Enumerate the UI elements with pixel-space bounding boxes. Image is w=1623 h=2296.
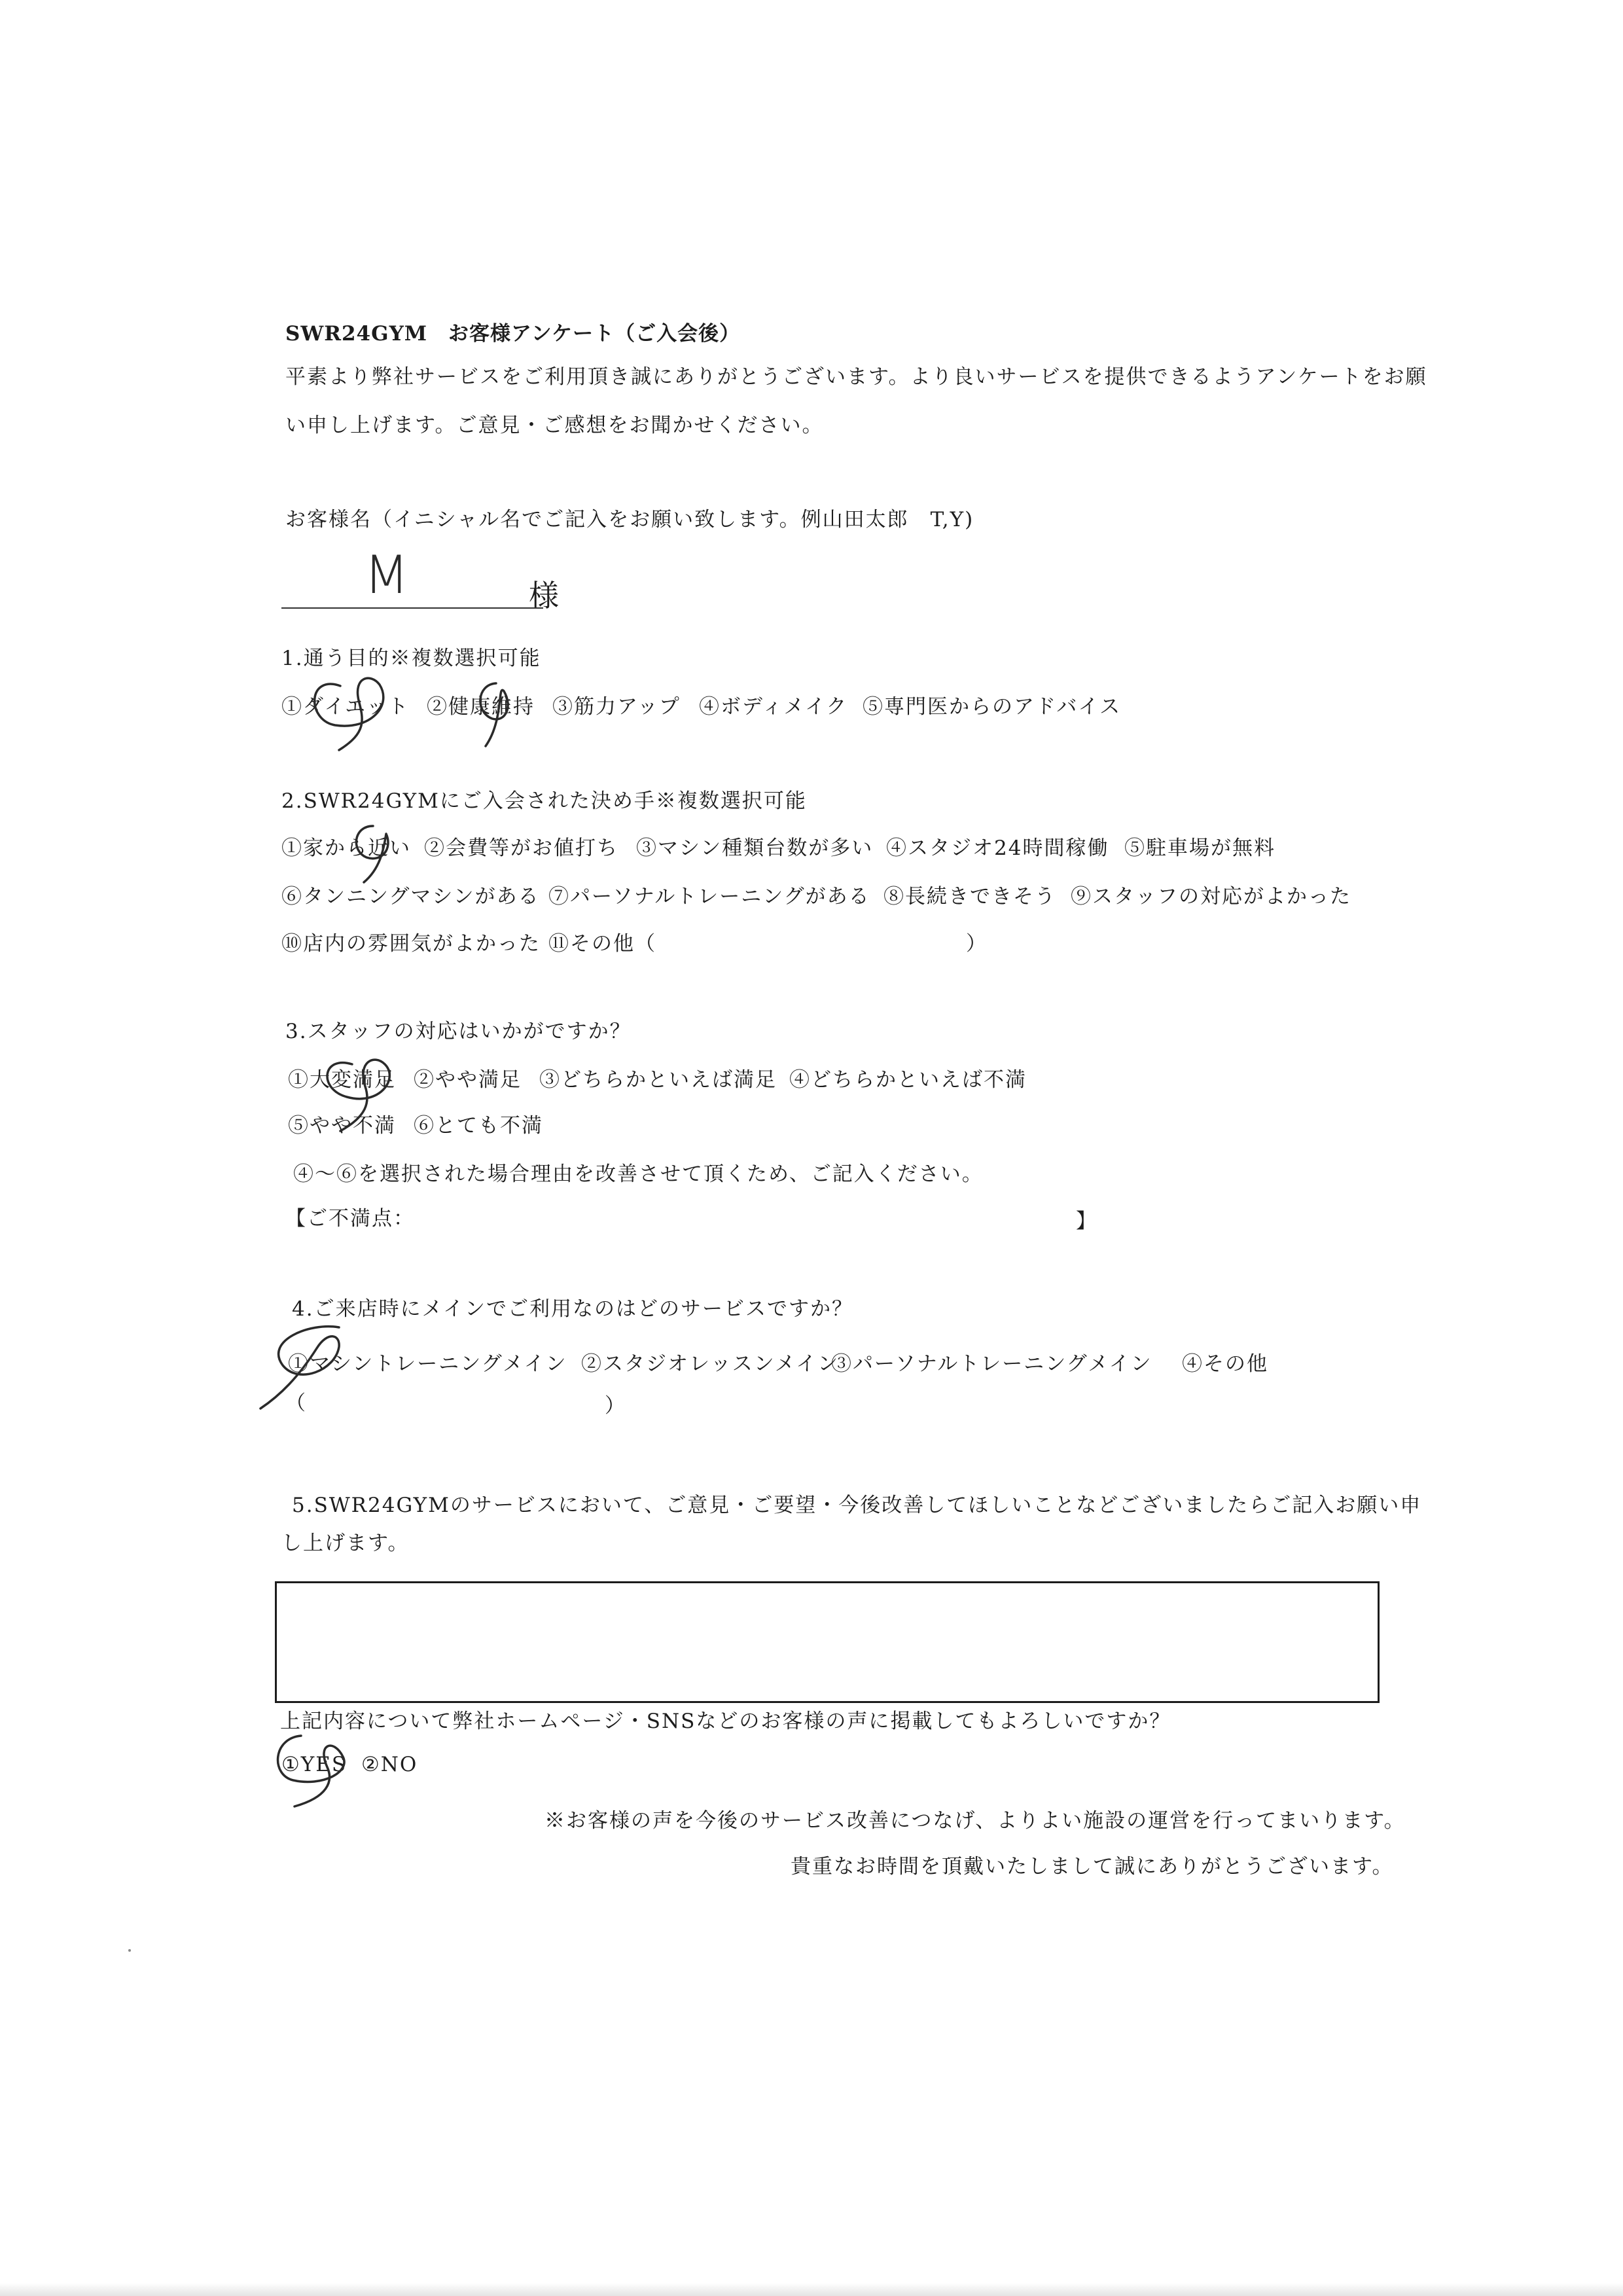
q5-title-line-1: 5.SWR24GYMのサービスにおいて、ご意見・ご要望・今後改善してほしいことなどございましたらご記入お願い申 [292, 1494, 1422, 1517]
q4-other-open-paren: （ [285, 1391, 307, 1415]
q2-option-11[interactable]: ⑪その他（ [548, 932, 656, 956]
q2-option-9[interactable]: ⑨スタッフの対応がよかった [1071, 885, 1351, 908]
customer-initial-handwritten: M [364, 545, 410, 605]
q1-option-1[interactable]: ①ダイエット [281, 695, 410, 719]
q1-title: 1.通う目的※複数選択可能 [281, 647, 541, 670]
q3-complaint-close: 】 [1076, 1210, 1097, 1233]
q2-option-2[interactable]: ②会費等がお値打ち [424, 836, 618, 860]
consent-question: 上記内容について弊社ホームページ・SNSなどのお客様の声に掲載してもよろしいですか？ [280, 1710, 1171, 1733]
consent-option-no[interactable]: ②NO [361, 1753, 418, 1776]
footer-line-2: 貴重なお時間を頂戴いたしまして誠にありがとうございます。 [791, 1855, 1394, 1878]
q3-option-3[interactable]: ③どちらかといえば満足 [539, 1068, 777, 1092]
q3-option-6[interactable]: ⑥とても不満 [414, 1114, 543, 1138]
q2-option-5[interactable]: ⑤駐車場が無料 [1124, 836, 1275, 860]
q2-option-1[interactable]: ①家から近い [281, 836, 411, 860]
q2-title: 2.SWR24GYMにご入会された決め手※複数選択可能 [281, 789, 807, 813]
q3-note: ④～⑥を選択された場合理由を改善させて頂くため、ご記入ください。 [293, 1162, 984, 1186]
q2-option-6[interactable]: ⑥タンニングマシンがある [281, 885, 540, 908]
q5-title-line-2: し上げます。 [281, 1532, 410, 1555]
q3-option-1[interactable]: ①大変満足 [288, 1068, 396, 1092]
q2-other-close-paren: ） [966, 932, 988, 956]
q2-option-10[interactable]: ⑩店内の雰囲気がよかった [281, 932, 541, 956]
q2-option-3[interactable]: ③マシン種類台数が多い [636, 836, 874, 860]
q2-option-7[interactable]: ⑦パーソナルトレーニングがある [548, 885, 870, 908]
customer-name-label: お客様名（イニシャル名でご記入をお願い致します。例山田太郎 T,Y) [285, 508, 974, 531]
q2-option-8[interactable]: ⑧長続きできそう [883, 885, 1056, 908]
intro-line-2: い申し上げます。ご意見・ご感想をお聞かせください。 [285, 414, 824, 437]
q4-option-3[interactable]: ③パーソナルトレーニングメイン [831, 1352, 1152, 1376]
q1-option-4[interactable]: ④ボディメイク [699, 695, 848, 719]
q4-option-4[interactable]: ④その他 [1182, 1352, 1268, 1376]
q3-option-5[interactable]: ⑤やや不満 [288, 1114, 396, 1138]
q4-option-1[interactable]: ①マシントレーニングメイン [288, 1352, 567, 1376]
q3-complaint-label: 【ご不満点： [285, 1207, 415, 1230]
survey-title: SWR24GYM お客様アンケート（ご入会後） [285, 322, 741, 346]
q5-comment-box[interactable] [275, 1581, 1380, 1703]
q4-other-close-paren: ） [605, 1394, 626, 1418]
q3-title: 3.スタッフの対応はいかがですか？ [285, 1020, 632, 1043]
customer-name-underline [281, 607, 543, 609]
customer-name-suffix: 様 [529, 578, 559, 613]
q4-option-2[interactable]: ②スタジオレッスンメイン [581, 1352, 840, 1376]
scan-speck [128, 1949, 131, 1952]
q3-option-4[interactable]: ④どちらかといえば不満 [789, 1068, 1027, 1092]
consent-option-yes[interactable]: ①YES [281, 1753, 348, 1776]
scan-bottom-edge [0, 2283, 1623, 2296]
intro-line-1: 平素より弊社サービスをご利用頂き誠にありがとうございます。より良いサービスを提供できるようアンケートをお願 [285, 365, 1427, 389]
q2-option-4[interactable]: ④スタジオ24時間稼働 [886, 836, 1109, 860]
q1-option-2[interactable]: ②健康維持 [427, 695, 535, 719]
q1-option-5[interactable]: ⑤専門医からのアドバイス [863, 695, 1122, 719]
q3-option-2[interactable]: ②やや満足 [414, 1068, 522, 1092]
q4-title: 4.ご来店時にメインでご利用なのはどのサービスですか？ [292, 1297, 853, 1321]
q1-option-3[interactable]: ③筋力アップ [552, 695, 681, 719]
footer-line-1: ※お客様の声を今後のサービス改善につなげ、よりよい施設の運営を行ってまいります。 [544, 1809, 1406, 1833]
